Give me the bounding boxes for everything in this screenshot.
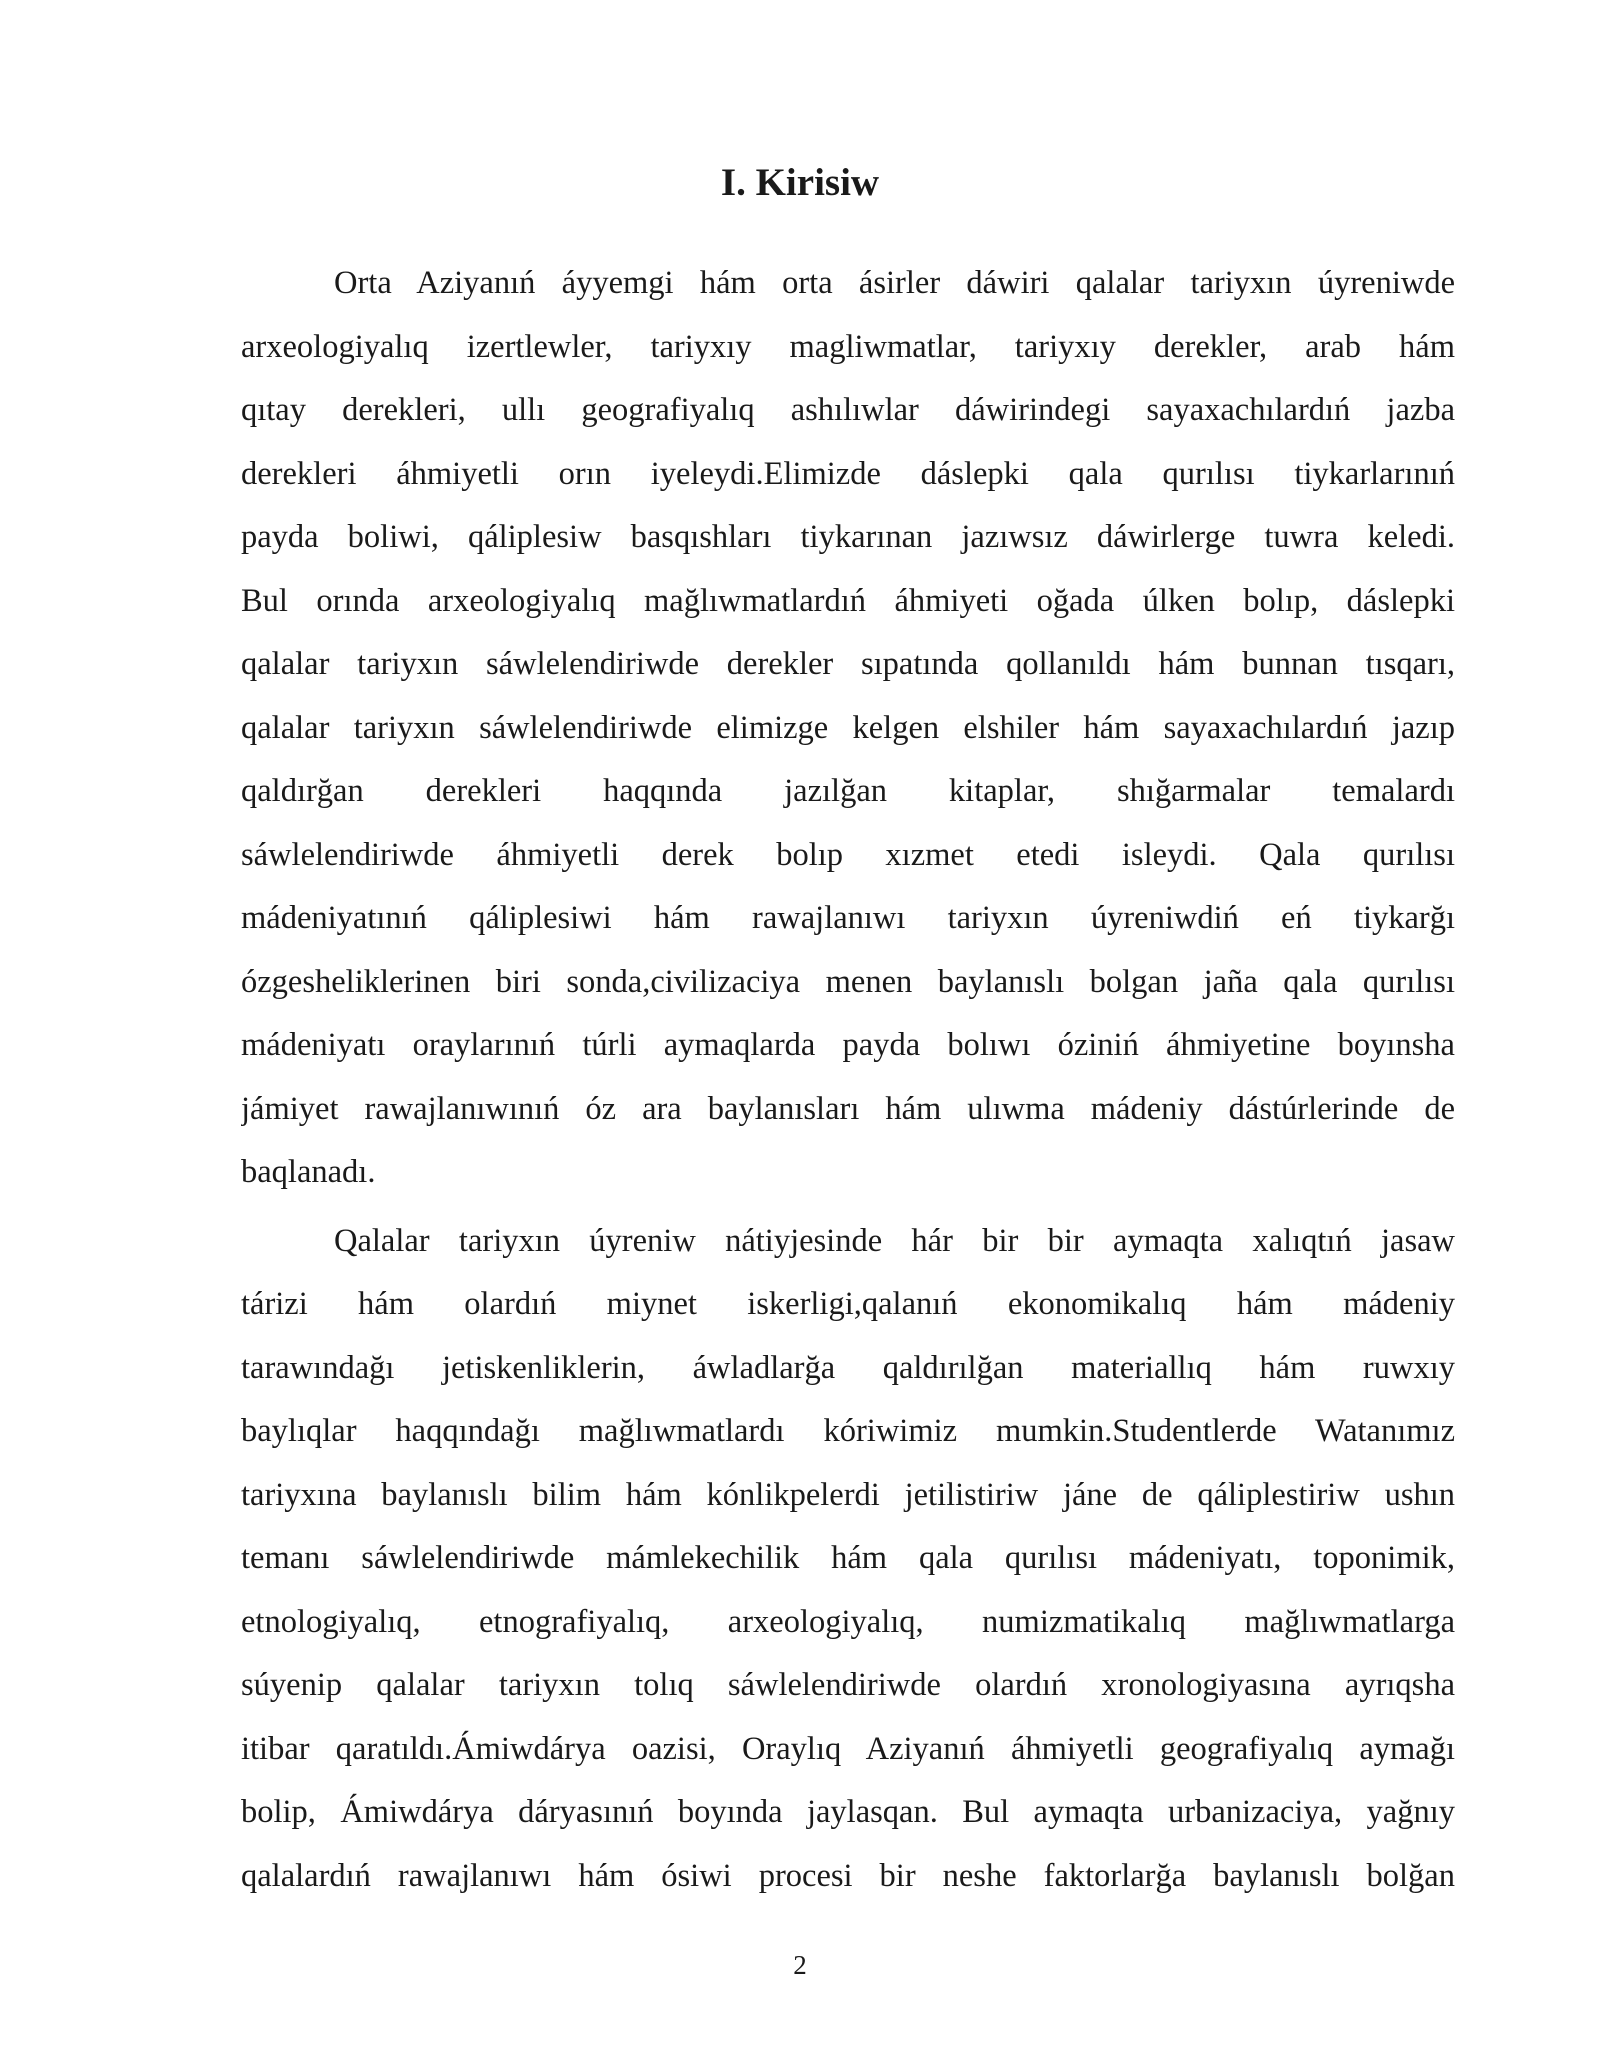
text-line: qıtay derekleri, ullı geografiyalıq ashılıwlar dáwirindegi sayaxachılardıń jazba (241, 392, 1455, 428)
text-line: derekleri áhmiyetli orın iyeleydi.Elimizde dáslepki qala qurılısı tiykarlarınıń (241, 455, 1455, 492)
text-line: bolip, Ámiwdárya dáryasınıń boyında jaylasqan. Bul aymaqta urbanizaciya, yağnıy (241, 1794, 1455, 1830)
text-line: etnologiyalıq, etnografiyalıq, arxeologiyalıq, numizmatikalıq mağlıwmatlarga (241, 1603, 1455, 1640)
text-line: tariyxına baylanıslı bilim hám kónlikpelerdi jetilistiriw jáne de qáliplestiriw ushın (241, 1476, 1455, 1513)
text-line: Qalalar tariyxın úyreniw nátiyjesinde hár bir bir aymaqta xalıqtıń jasaw (334, 1222, 1455, 1259)
text-line: qalalardıń rawajlanıwı hám ósiwi procesi bir neshe faktorlarğa baylanıslı bolğan (241, 1857, 1455, 1894)
text-line: mádeniyatınıń qáliplesiwi hám rawajlanıwı tariyxın úyreniwdiń eń tiykarğı (241, 900, 1455, 936)
page-number: 2 (793, 1950, 807, 1980)
text-line: qaldırğan derekleri haqqında jazılğan kitaplar, shığarmalar temalardı (241, 773, 1455, 809)
text-line: arxeologiyalıq izertlewler, tariyxıy magliwmatlar, tariyxıy derekler, arab hám (241, 328, 1455, 365)
text-line: mádeniyatı oraylarınıń túrli aymaqlarda payda bolıwı óziniń áhmiyetine boyınsha (241, 1027, 1455, 1063)
text-line: tarawındağı jetiskenliklerin, áwladlarğa qaldırılğan materiallıq hám ruwxıy (241, 1349, 1455, 1386)
text-line: baqlanadı. (241, 1154, 376, 1190)
text-line: baylıqlar haqqındağı mağlıwmatlardı kóriwimiz mumkin.Studentlerde Watanımız (241, 1413, 1455, 1449)
text-line: ózgesheliklerinen biri sonda,civilizaciya menen baylanıslı bolgan jaña qala qurılısı (241, 963, 1455, 1000)
text-line: súyenip qalalar tariyxın tolıq sáwlelendiriwde olardıń xronologiyasına ayrıqsha (241, 1667, 1455, 1703)
page-title: I. Kirisiw (720, 161, 880, 204)
text-line: Orta Aziyanıń áyyemgi hám orta ásirler dáwiri qalalar tariyxın úyreniwde (334, 265, 1455, 301)
body-text (241, 252, 1455, 1908)
paragraph-1 (241, 252, 1455, 1205)
text-line: sáwlelendiriwde áhmiyetli derek bolıp xızmet etedi isleydi. Qala qurılısı (241, 836, 1455, 873)
text-line: itibar qaratıldı.Ámiwdárya oazisi, Oraylıq Aziyanıń áhmiyetli geografiyalıq aymağı (241, 1730, 1455, 1767)
text-line: Bul orında arxeologiyalıq mağlıwmatlardıń áhmiyeti oğada úlken bolıp, dáslepki (241, 582, 1455, 619)
text-line: temanı sáwlelendiriwde mámlekechilik hám qala qurılısı mádeniyatı, toponimik, (241, 1540, 1455, 1576)
text-line: qalalar tariyxın sáwlelendiriwde elimizge kelgen elshiler hám sayaxachılardıń jazıp (241, 709, 1455, 746)
text-line: payda boliwi, qáliplesiw basqıshları tiykarınan jazıwsız dáwirlerge tuwra keledi. (241, 519, 1455, 555)
text-line: qalalar tariyxın sáwlelendiriwde derekler sıpatında qollanıldı hám bunnan tısqarı, (241, 646, 1455, 682)
paragraph-2 (241, 1210, 1455, 1909)
text-line: tárizi hám olardıń miynet iskerligi,qalanıń ekonomikalıq hám mádeniy (241, 1286, 1455, 1322)
text-line: jámiyet rawajlanıwınıń óz ara baylanısları hám ulıwma mádeniy dástúrlerinde de (241, 1090, 1455, 1127)
